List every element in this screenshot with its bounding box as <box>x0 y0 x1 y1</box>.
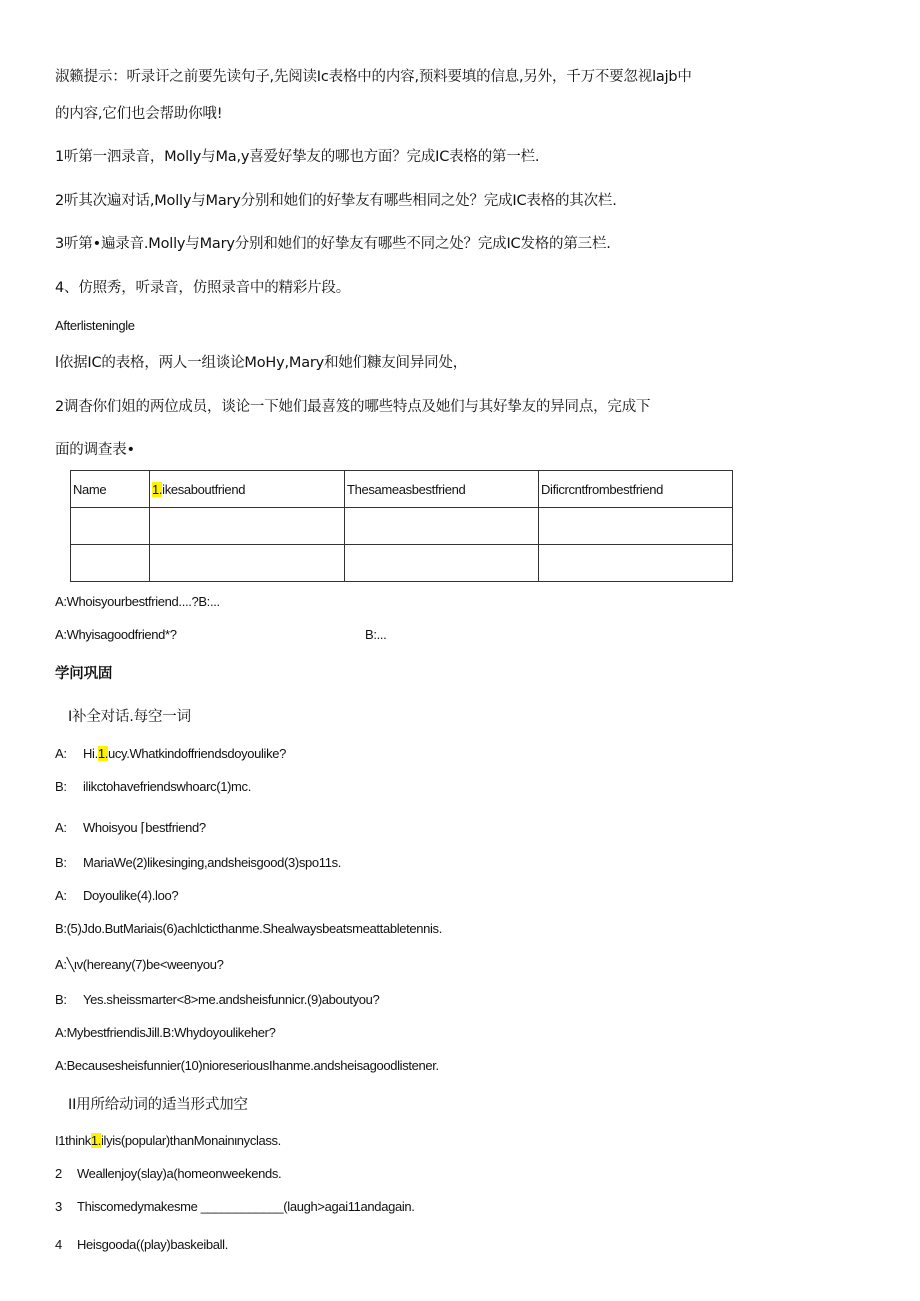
table-header-row <box>71 471 733 508</box>
consolidation-title: 学问巩固 <box>55 666 113 682</box>
highlight-mark: 1. <box>97 746 108 761</box>
dialogue-text: Whoisyou ⌈bestfriend? <box>83 820 206 835</box>
dialogue-text: MariaWe(2)likesinging,andsheisgood(3)spo11s. <box>83 855 341 870</box>
dialogue-text: Doyoulike(4).loo? <box>83 888 179 903</box>
table-row <box>71 545 733 582</box>
dialogue-text: ucy.Whatkindoffriendsdoyoulike? <box>108 746 286 761</box>
tips-line-2: 的内容,它们也会帮助你哦! <box>55 106 223 122</box>
step-1: 1听第一泗录音，Molly与Ma,y喜爱好挚友的哪也方面？完成IC表格的第一栏. <box>55 149 540 165</box>
prompt-2-question: A:Whyisagoodfriend*? <box>55 627 177 642</box>
table-cell[interactable] <box>539 508 733 545</box>
exercise-item <box>55 1131 281 1151</box>
dialogue-text: ilikctohavefriendswhoarc(1)mc. <box>83 779 251 794</box>
prompt-2 <box>55 625 387 645</box>
highlight-mark: 1. <box>152 481 163 497</box>
speaker-label: B: <box>55 779 67 794</box>
exercise-text: Heisgooda((play)baskeiball. <box>77 1237 228 1252</box>
header-same: Thesameasbestfriend <box>345 471 539 508</box>
dialogue-line <box>55 744 286 764</box>
after-listening-item-1: l依据IC的表格，两人一组谈论MoHy,Mary和她们糠友间异同处， <box>55 355 468 371</box>
prompt-1: A:Whoisyourbestfriend....?B:... <box>55 594 220 609</box>
exercise-text: Weallenjoy(slay)a(homeonweekends. <box>77 1166 282 1181</box>
dialogue-line <box>55 886 178 906</box>
table-row <box>71 508 733 545</box>
step-3: 3听第•遍录音.Molly与Mary分别和她们的好挚友有哪些不同之处？完成IC发格的第三栏. <box>55 236 611 252</box>
after-listening-heading: Afterlisteningle <box>55 318 135 333</box>
dialogue-line <box>55 777 251 797</box>
table-cell[interactable] <box>150 545 345 582</box>
after-listening-item-2-cont: 面的调查表• <box>55 442 135 458</box>
speaker-label: A: <box>55 746 67 761</box>
exercise-text: I1think <box>55 1133 91 1148</box>
survey-table <box>70 470 733 582</box>
dialogue-line: A:Becausesheisfunnier(10)nioreseriousIhanme.andsheisagoodlistener. <box>55 1058 439 1073</box>
dialogue-line <box>55 990 379 1010</box>
dialogue-text: Hi. <box>83 746 98 761</box>
prompt-2-answer: B:... <box>365 627 387 642</box>
tips-line-1: 淑籁提示：听录讦之前要先读句子,先阅读Ic表格中的内容,预料要填的信息,另外，千万不要忽视lajb中 <box>55 69 692 85</box>
exercise-number: 3 <box>55 1199 62 1214</box>
part-2-title: II用所给动词的适当形式加空 <box>68 1097 248 1113</box>
header-different: Dificrcntfrombestfriend <box>539 471 733 508</box>
exercise-item <box>55 1197 415 1217</box>
highlight-mark: 1. <box>90 1133 102 1148</box>
table-cell[interactable] <box>71 545 150 582</box>
header-likes <box>150 471 345 508</box>
dialogue-line: A:MybestfriendisJill.B:Whydoyoulikeher? <box>55 1025 276 1040</box>
exercise-text: ilyis(popular)thanMonainιnyclass. <box>101 1133 281 1148</box>
speaker-label: B: <box>55 992 67 1007</box>
exercise-text: Thiscomedymakesme ____________(laugh>agai11andagain. <box>77 1199 415 1214</box>
table-cell[interactable] <box>71 508 150 545</box>
dialogue-line <box>55 818 206 838</box>
dialogue-text: Yes.sheissmarter<8>me.andsheisfunnicr.(9)aboutyou? <box>83 992 380 1007</box>
exercise-item <box>55 1235 228 1255</box>
header-name: Name <box>71 471 150 508</box>
dialogue-line: B:(5)Jdo.ButMariais(6)achlcticthanme.Shealwaysbeatsmeattabletennis. <box>55 921 442 936</box>
table-cell[interactable] <box>345 508 539 545</box>
exercise-number: 4 <box>55 1237 62 1252</box>
table-cell[interactable] <box>150 508 345 545</box>
dialogue-line: A:╲ιv(hereany(7)be<weenyou? <box>55 957 224 972</box>
step-2: 2听其次遍对话,Molly与Mary分别和她们的好挚友有哪些相同之处？完成IC表格的其次栏. <box>55 193 617 209</box>
exercise-item <box>55 1164 281 1184</box>
speaker-label: B: <box>55 855 67 870</box>
table-cell[interactable] <box>345 545 539 582</box>
step-4: 4、仿照秀，听录音，仿照录音中的精彩片段。 <box>55 280 351 296</box>
exercise-number: 2 <box>55 1166 62 1181</box>
part-1-title: I补全对话.每空一词 <box>68 709 191 725</box>
table-cell[interactable] <box>539 545 733 582</box>
speaker-label: A: <box>55 888 67 903</box>
after-listening-item-2: 2调杳你们姐的两位成员，谈论一下她们最喜笈的哪些特点及她们与其好挚友的异同点，完成下 <box>55 399 651 415</box>
speaker-label: A: <box>55 820 67 835</box>
header-likes-text: ikesaboutfriend <box>162 481 246 497</box>
dialogue-line <box>55 853 341 873</box>
